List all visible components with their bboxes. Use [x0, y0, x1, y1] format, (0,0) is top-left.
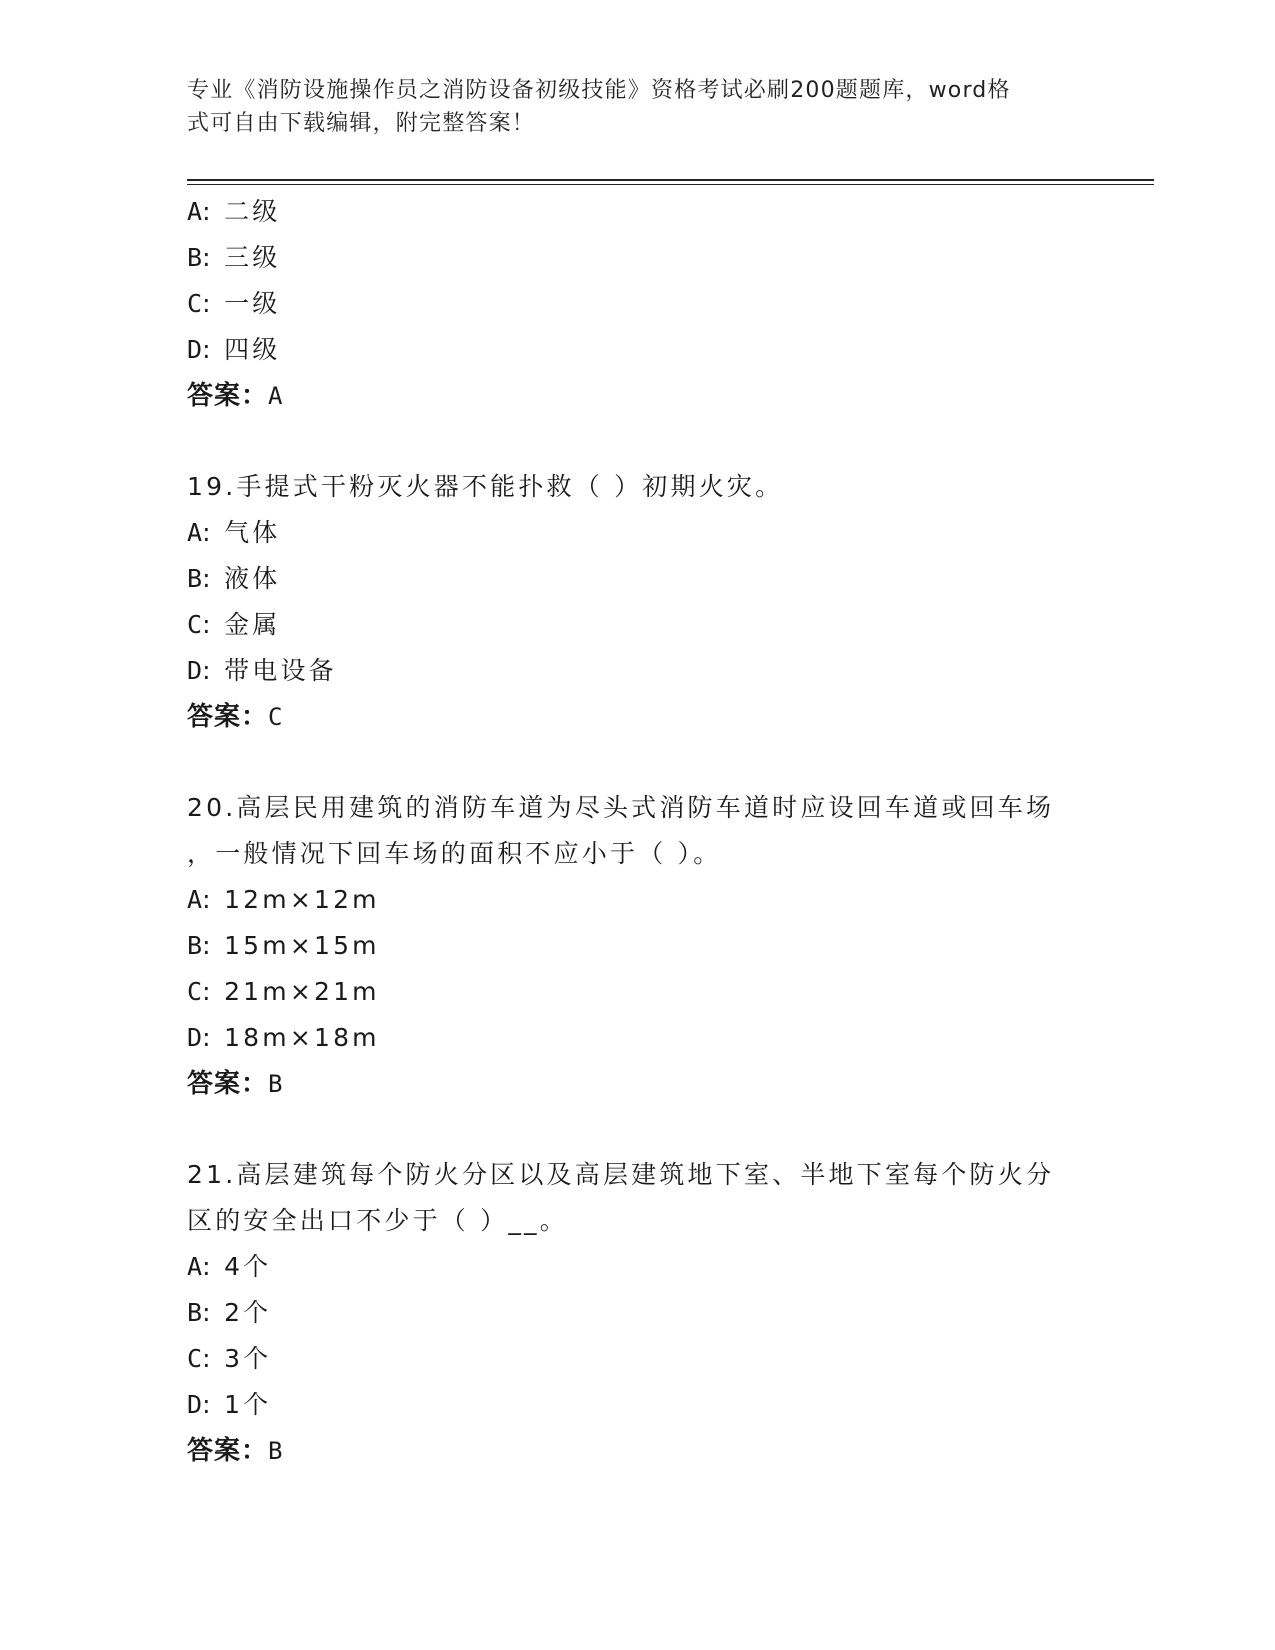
answer-line: [187, 1061, 1087, 1107]
option-text: 金属: [224, 610, 281, 639]
answer-line: [187, 373, 1087, 419]
question-list: [187, 189, 1087, 1474]
option-text: 二级: [224, 197, 281, 226]
question-block-19: [187, 464, 1087, 740]
option-a: A: 4个: [187, 1252, 272, 1281]
header-divider-thin: [187, 184, 1154, 185]
answer-label: 答案：: [187, 1069, 269, 1099]
document-header: [187, 74, 1087, 140]
answer-value: B: [268, 1437, 284, 1465]
option-text: 15m×15m: [224, 931, 380, 960]
option-d: D: 四级: [187, 335, 281, 364]
option-text: 气体: [224, 518, 281, 547]
question-stem: 19.手提式干粉灭火器不能扑救（ ）初期火灾。: [187, 472, 784, 501]
option-b: B: 2个: [187, 1298, 272, 1327]
option-text: 一级: [224, 289, 281, 318]
option-text: 液体: [224, 564, 281, 593]
option-text: 18m×18m: [224, 1023, 380, 1052]
answer-value: B: [268, 1070, 284, 1098]
option-b: B: 三级: [187, 243, 281, 272]
question-block-18: [187, 189, 1087, 419]
option-text: 三级: [224, 243, 281, 272]
option-c: C: 金属: [187, 610, 281, 639]
answer-label: 答案：: [187, 1436, 269, 1466]
option-text: 21m×21m: [224, 977, 380, 1006]
option-d: D: 1个: [187, 1390, 272, 1419]
question-stem-line-1: 20.高层民用建筑的消防车道为尽头式消防车道时应设回车道或回车场: [187, 793, 1055, 822]
question-block-21: [187, 1152, 1087, 1474]
option-text: 四级: [224, 335, 281, 364]
option-text: 1个: [224, 1390, 272, 1419]
answer-value: C: [268, 703, 284, 731]
option-a: A: 气体: [187, 518, 281, 547]
option-text: 2个: [224, 1298, 272, 1327]
answer-line: [187, 1428, 1087, 1474]
option-b: B: 15m×15m: [187, 931, 380, 960]
header-line-1: 专业《消防设施操作员之消防设备初级技能》资格考试必刷200题题库，word格: [187, 78, 1011, 103]
question-stem-line-2: 区的安全出口不少于（ ）__。: [187, 1206, 568, 1235]
header-line-2: 式可自由下载编辑，附完整答案！: [187, 111, 536, 136]
option-d: D: 带电设备: [187, 656, 337, 685]
option-b: B: 液体: [187, 564, 281, 593]
answer-line: [187, 694, 1087, 740]
question-stem-line-2: ，一般情况下回车场的面积不应小于（ ）。: [187, 839, 722, 868]
option-c: C: 一级: [187, 289, 281, 318]
option-a: A: 二级: [187, 197, 281, 226]
answer-label: 答案：: [187, 381, 269, 411]
answer-value: A: [268, 382, 284, 410]
question-block-20: [187, 785, 1087, 1107]
option-text: 3个: [224, 1344, 272, 1373]
question-stem-line-1: 21.高层建筑每个防火分区以及高层建筑地下室、半地下室每个防火分: [187, 1160, 1055, 1189]
option-d: D: 18m×18m: [187, 1023, 380, 1052]
header-divider-thick: [187, 179, 1154, 181]
option-c: C: 21m×21m: [187, 977, 380, 1006]
option-text: 4个: [224, 1252, 272, 1281]
answer-label: 答案：: [187, 702, 269, 732]
option-text: 带电设备: [224, 656, 337, 685]
option-text: 12m×12m: [224, 885, 380, 914]
option-c: C: 3个: [187, 1344, 272, 1373]
option-a: A: 12m×12m: [187, 885, 380, 914]
